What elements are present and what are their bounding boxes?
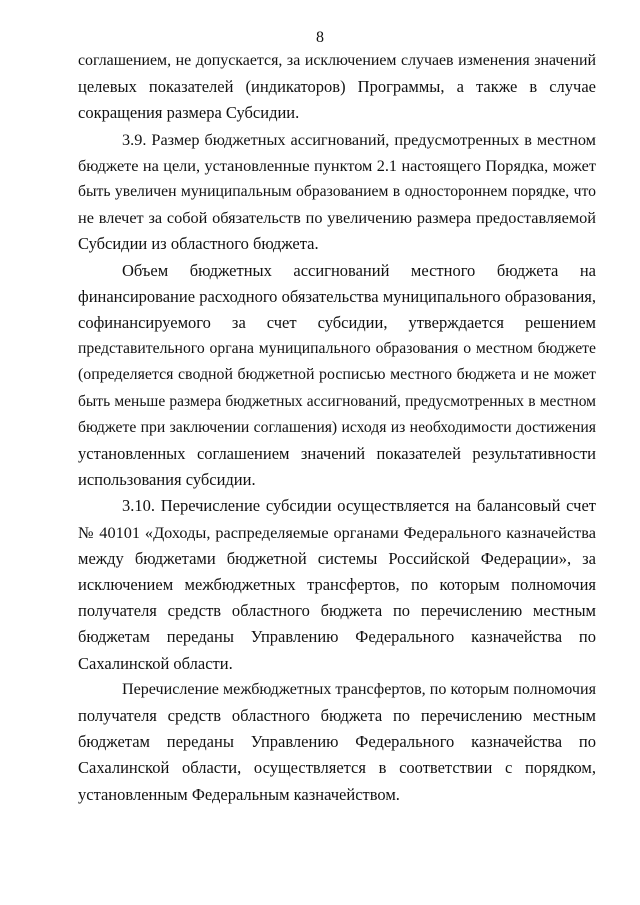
text-line: исключением межбюджетных трансфертов, по которым полномочия	[78, 575, 596, 595]
paragraph-4	[78, 493, 596, 676]
text-line: представительного органа муниципального образования о местном бюджете	[78, 340, 596, 358]
text-line: между бюджетами бюджетной системы Российской Федерации», за	[78, 548, 596, 568]
text-line: Перечисление межбюджетных трансфертов, по которым полномочия	[122, 680, 596, 698]
paragraph-1	[78, 48, 596, 127]
text-line: получателя средств областного бюджета по перечислению местным	[78, 706, 596, 726]
text-line: Сахалинской области.	[78, 653, 233, 673]
text-line: 3.9. Размер бюджетных ассигнований, предусмотренных в местном	[122, 129, 596, 149]
text-line: бюджетам переданы Управлению Федерального казначейства по	[78, 627, 596, 647]
text-line: финансирование расходного обязательства муниципального образования,	[78, 286, 596, 306]
text-line: использования субсидии.	[78, 470, 256, 490]
paragraph-5	[78, 677, 596, 808]
text-line: (определяется сводной бюджетной росписью местного бюджета и не может	[78, 366, 596, 384]
text-line: получателя средств областного бюджета по перечислению местным	[78, 601, 596, 621]
text-line: быть увеличен муниципальным образованием в одностороннем порядке, что	[78, 183, 596, 201]
text-line: софинансируемого за счет субсидии, утверждается решением	[78, 313, 596, 333]
text-line: установленных соглашением значений показателей результативности	[78, 444, 596, 464]
text-line: Объем бюджетных ассигнований местного бюджета на	[122, 260, 596, 280]
text-line: сокращения размера Субсидии.	[78, 103, 300, 123]
text-line: установленным Федеральным казначейством.	[78, 784, 400, 804]
text-line: целевых показателей (индикаторов) Программы, а также в случае	[78, 77, 596, 97]
text-line: не влечет за собой обязательств по увеличению размера предоставляемой	[78, 208, 596, 228]
text-line: быть меньше размера бюджетных ассигнований, предусмотренных в местном	[78, 392, 596, 410]
text-line: соглашением, не допускается, за исключением случаев изменения значений	[78, 52, 596, 69]
text-line: бюджете на цели, установленные пунктом 2.1 настоящего Порядка, может	[78, 155, 596, 175]
text-line: Субсидии из областного бюджета.	[78, 234, 319, 254]
text-line: № 40101 «Доходы, распределяемые органами Федерального казначейства	[78, 522, 596, 542]
page-number: 8	[316, 29, 324, 46]
paragraph-2	[78, 127, 596, 258]
text-line: 3.10. Перечисление субсидии осуществляется на балансовый счет	[122, 496, 596, 516]
document-body	[78, 48, 596, 808]
text-line: Сахалинской области, осуществляется в соответствии с порядком,	[78, 758, 596, 778]
text-line: бюджетам переданы Управлению Федерального казначейства по	[78, 732, 596, 752]
text-line: бюджете при заключении соглашения) исходя из необходимости достижения	[78, 418, 596, 436]
paragraph-3	[78, 258, 596, 494]
